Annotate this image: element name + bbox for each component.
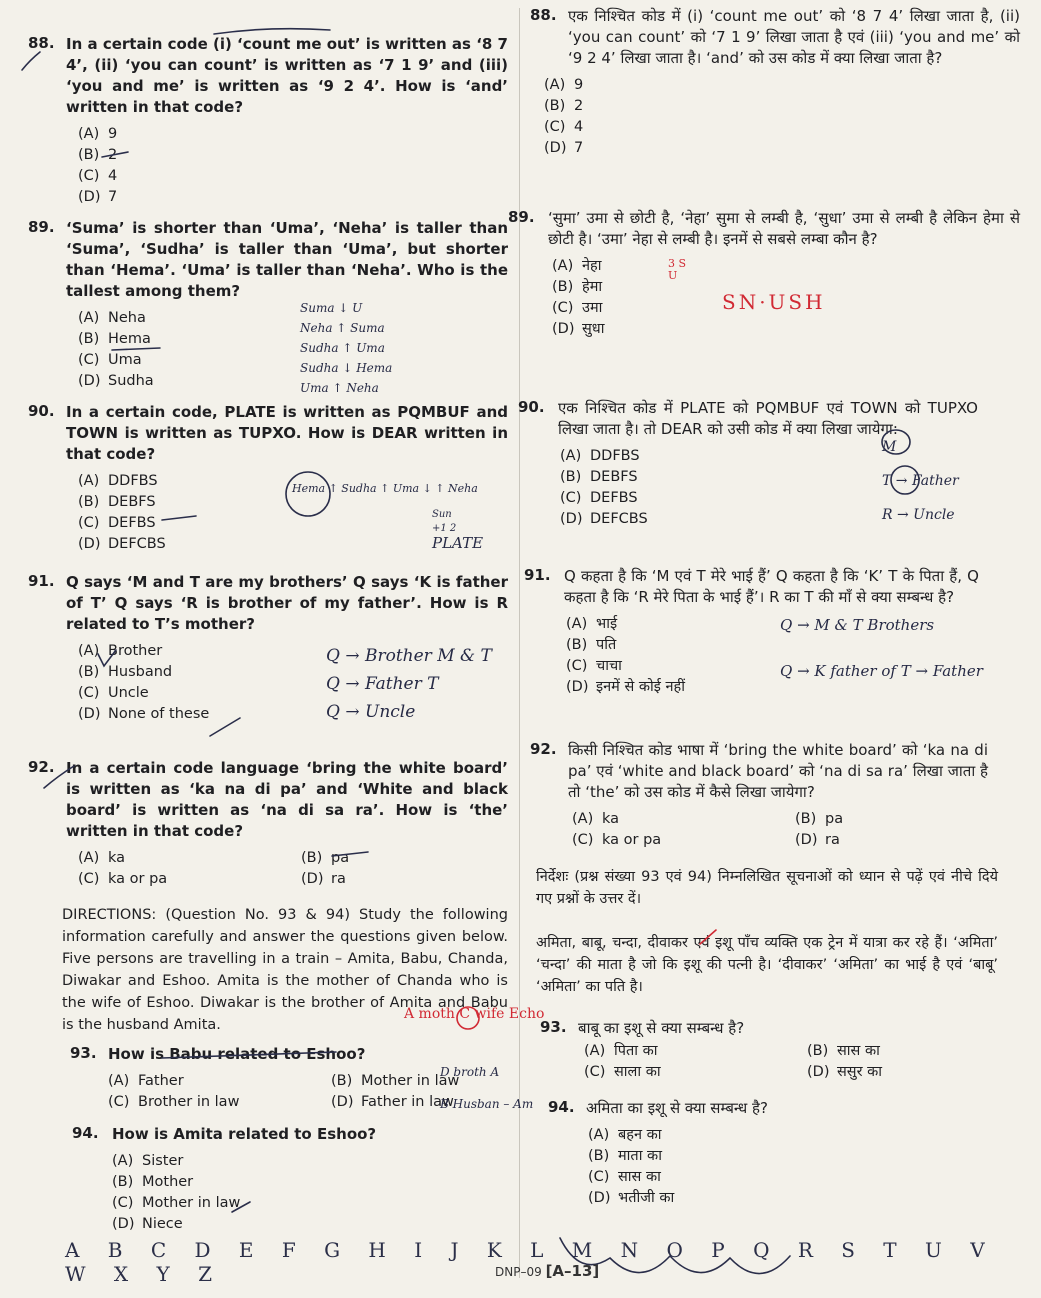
option-c[interactable]: (C) DEFBS [78,515,156,531]
tick-mark-92 [44,766,74,788]
option-b[interactable]: (B) Mother in law [331,1073,460,1089]
question-text: Q कहता है कि ‘M एवं T मेरे भाई हैं’ Q कहता है कि ‘K’ T के पिता हैं, Q कहता है कि ‘R मेरे पिता के भाई हैं’। R का T की माँ से क्या सम्बन्ध है? [564,567,979,606]
question-89-en: 89. ‘Suma’ is shorter than ‘Uma’, ‘Neha’ is taller than ‘Suma’, ‘Sudha’ is taller than ‘Uma’, but shorter than ‘Hema’. ‘Uma’ is taller than ‘Neha’. Who is the tallest among them? (A) Neha (B) Hema (C) Uma (D) Sudha [28,218,508,392]
strike-b-92-en [332,852,368,856]
question-text: ‘सुमा’ उमा से छोटी है, ‘नेहा’ सुमा से लम्बी है, ‘सुधा’ उमा से लम्बी है लेकिन हेमा से छोटी है। ‘उमा’ नेहा से लम्बी है। इनमें से सबसे लम्बा कौन है? [548,209,1020,248]
option-a[interactable]: (A) ka [78,850,126,866]
option-c[interactable]: (C) उमा [552,300,603,316]
option-d[interactable]: (D) DEFCBS [560,511,648,527]
option-a[interactable]: (A) DDFBS [78,473,158,489]
option-d[interactable]: (D) सुधा [552,321,605,337]
question-text: In a certain code (i) ‘count me out’ is written as ‘8 7 4’, (ii) ‘you can count’ is written as ‘7 1 9’ and (iii) ‘you and me’ is written as ‘9 2 4’. How is ‘and’ written in that code? [66,35,508,116]
underline-count-me-out [214,29,330,34]
option-a[interactable]: (A) Sister [112,1153,184,1169]
option-a[interactable]: (A) नेहा [552,258,602,274]
option-a[interactable]: (A) Brother [78,643,163,659]
option-b[interactable]: (B) pa [795,811,844,827]
option-a[interactable]: (A) Neha [78,310,146,326]
tick-mark-88 [22,52,40,70]
option-a[interactable]: (A) DDFBS [560,448,640,464]
q91-hindi-handwritten-notes: Q → M & T Brothers Q → K father of T → Father [780,616,983,680]
question-text: ‘Suma’ is shorter than ‘Uma’, ‘Neha’ is taller than ‘Suma’, ‘Sudha’ is taller than ‘Uma’, but shorter than ‘Hema’. ‘Uma’ is taller than ‘Neha’. Who is the tallest among them? [66,219,508,300]
q89-handwritten-notes: Suma ↓ U Neha ↑ Suma Sudha ↑ Uma Sudha ↓ Hema Uma ↑ Neha [300,301,393,395]
directions-body-hi: अमिता, बाबू, चन्दा, दीवाकर एवं इशू पाँच व्यक्ति एक ट्रेन में यात्रा कर रहे हैं। ‘अमिता’ ‘चन्दा’ की माता है जो कि इशू की पत्नी है। ‘दीवाकर’ ‘अमिता’ का भाई है एवं ‘बाबू’ ‘अमिता’ का पति है। [536,935,998,995]
question-text: एक निश्चित कोड में (i) ‘count me out’ को ‘8 7 4’ लिखा जाता है, (ii) ‘you can count’ को ‘7 1 9’ लिखा जाता है एवं (iii) ‘you and me’ को ‘9 2 4’ लिखा जाता है। ‘and’ को उस कोड में क्या लिखा जाता है? [568,7,1020,67]
question-88-hi: 88. एक निश्चित कोड में (i) ‘count me out’ को ‘8 7 4’ लिखा जाता है, (ii) ‘you can count’ को ‘7 1 9’ लिखा जाता है एवं (iii) ‘you and me’ को ‘9 2 4’ लिखा जाता है। ‘and’ को उस कोड में क्या लिखा जाता है? (A) 9 (B) 2 (C) 4 (D) 7 [530,6,1020,159]
question-text: Q says ‘M and T are my brothers’ Q says ‘K is father of T’ Q says ‘R is brother of my father’. How is R related to T’s mother? [66,573,508,633]
option-c[interactable]: (C) Uma [78,352,142,368]
option-b[interactable]: (B) पति [566,637,617,653]
option-d[interactable]: (D) Niece [112,1216,183,1232]
option-b[interactable]: (B) DEBFS [78,494,156,510]
q89-hindi-small-red-note: 3 S U [668,257,687,282]
handwritten-alphabet: A B C D E F G H I J K L M N O P Q R S T U V W X Y Z [65,1238,996,1286]
question-92-hi: 92. किसी निश्चित कोड भाषा में ‘bring the white board’ को ‘ka na di pa’ एवं ‘white and black board’ को ‘na di sa ra’ लिखा जाता है तो ‘the’ को उस कोड में कैसे लिखा जायेगा? (A) ka (B) pa (C) ka or pa (D) ra [530,740,1020,851]
option-b[interactable]: (B) माता का [588,1148,662,1164]
question-text: बाबू का इशू से क्या सम्बन्ध है? [578,1019,745,1037]
q90-circle [286,472,330,516]
page-footer [495,1262,599,1280]
option-d[interactable]: (D) None of these [78,706,210,722]
option-c[interactable]: (C) DEFBS [560,490,638,506]
booklet-code: DNP–09 [495,1265,542,1279]
strike-b-89-en [112,348,160,350]
question-90-hi: 90. एक निश्चित कोड में PLATE को PQMBUF एवं TOWN को TUPXO लिखा जाता है। तो DEAR को उसी कोड में क्या लिखा जायेगा: (A) DDFBS (B) DEBFS (C) DEFBS (D) DEFCBS [530,398,1020,530]
option-d[interactable]: (D) भतीजी का [588,1190,675,1206]
option-a[interactable]: (A) 9 [544,77,584,93]
q91-handwritten-notes: Q → Brother M & T Q → Father T Q → Uncle [326,646,492,722]
question-text: How is Amita related to Eshoo? [112,1125,377,1143]
option-a[interactable]: (A) भाई [566,616,618,632]
page-number: [A–13] [545,1262,600,1280]
option-b[interactable]: (B) pa [301,850,350,866]
strike-b-90-en [162,516,196,520]
option-c[interactable]: (C) ka or pa [572,832,662,848]
question-94-en: 94. How is Amita related to Eshoo? (A) Sister (B) Mother (C) Mother in law (D) Niece [28,1124,508,1235]
option-d[interactable]: (D) DEFCBS [78,536,166,552]
option-c[interactable]: (C) 4 [78,168,118,184]
option-d[interactable]: (D) 7 [78,189,118,205]
option-d[interactable]: (D) Father in law [331,1094,454,1110]
question-93-en: 93. How is Babu related to Eshoo? (A) Father (B) Mother in law (C) Brother in law (D) Father in law [28,1044,508,1113]
option-c[interactable]: (C) Brother in law [108,1094,240,1110]
tick-mark-91-a [98,650,116,666]
option-c[interactable]: (C) Uncle [78,685,149,701]
option-d[interactable]: (D) ra [301,871,346,887]
q90-hindi-handwritten-notes: M T → Father R → Uncle [882,439,959,523]
option-d[interactable]: (D) ससुर का [807,1064,883,1080]
question-92-en: 92. In a certain code language ‘bring the white board’ is written as ‘ka na di pa’ and ‘White and black board’ is written as ‘na di sa ra’. How is ‘the’ written in that code? (A) ka (B) pa (C) ka or pa (D) ra [28,758,508,890]
question-text: किसी निश्चित कोड भाषा में ‘bring the white board’ को ‘ka na di pa’ एवं ‘white and black board’ को ‘na di sa ra’ लिखा जाता है तो ‘the’ को उस कोड में कैसे लिखा जायेगा? [568,741,988,801]
option-d[interactable]: (D) Sudha [78,373,154,389]
option-b[interactable]: (B) सास का [807,1043,880,1059]
question-94-hi: 94. अमिता का इशू से क्या सम्बन्ध है? (A) बहन का (B) माता का (C) सास का (D) भतीजी का [530,1098,1020,1209]
q90-hindi-circle-t [891,466,919,494]
question-90-en: 90. In a certain code, PLATE is written as PQMBUF and TOWN is written as TUPXO. How is DEAR written in that code? (A) DDFBS (B) DEBFS (C) DEFBS (D) DEFCBS [28,402,508,555]
option-b[interactable]: (B) Hema [78,331,151,347]
option-b[interactable]: (B) DEBFS [560,469,638,485]
red-mark-diwakar [700,930,716,944]
q89-hindi-red-note: SN·USH [722,290,826,314]
q90-handwritten-chain: Hema ↑ Sudha ↑ Uma ↓ ↑ Neha [292,482,478,495]
question-91-en: 91. Q says ‘M and T are my brothers’ Q says ‘K is father of T’ Q says ‘R is brother of my father’. How is R related to T’s mother? (A) Brother (B) Husband (C) Uncle (D) None of these [28,572,508,725]
option-c[interactable]: (C) साला का [584,1064,661,1080]
directions-en: DIRECTIONS: (Question No. 93 & 94) Study the following information carefully and answer the questions given below. Five persons are travelling in a train – Amita, Babu, Chanda, Diwakar and Eshoo. Amita is the mother of Chanda who is the wife of Eshoo. Diwakar is the brother of Amita and Babu is the husband Amita. [62,907,508,1033]
q93-handwritten-notes: D broth A B Husban – Am [440,1065,534,1111]
underline-babu-eshoo [162,1052,336,1058]
question-91-hi: 91. Q कहता है कि ‘M एवं T मेरे भाई हैं’ Q कहता है कि ‘K’ T के पिता हैं, Q कहता है कि ‘R मेरे पिता के भाई हैं’। R का T की माँ से क्या सम्बन्ध है? (A) भाई (B) पति (C) चाचा (D) इनमें से कोई नहीं [530,566,1020,698]
option-b[interactable]: (B) हेमा [552,279,603,295]
strike-b-88-en [102,152,128,157]
option-a[interactable]: (A) Father [108,1073,184,1089]
option-c[interactable]: (C) ka or pa [78,871,168,887]
option-a[interactable]: (A) पिता का [584,1043,658,1059]
option-d[interactable]: (D) ra [795,832,840,848]
question-text: In a certain code language ‘bring the white board’ is written as ‘ka na di pa’ and ‘White and black board’ is written as ‘na di sa ra’. How is ‘the’ written in that code? [66,759,508,840]
option-b[interactable]: (B) Mother [112,1174,194,1190]
question-93-hi: 93. बाबू का इशू से क्या सम्बन्ध है? (A) पिता का (B) सास का (C) साला का (D) ससुर का [530,1018,1020,1083]
strike-d-94-en [232,1202,250,1212]
question-text: In a certain code, PLATE is written as PQMBUF and TOWN is written as TUPXO. How is DEAR written in that code? [66,403,508,463]
question-text: How is Babu related to Eshoo? [108,1045,366,1063]
option-d[interactable]: (D) 7 [544,140,584,156]
option-c[interactable]: (C) 4 [544,119,584,135]
option-c[interactable]: (C) सास का [588,1169,661,1185]
q93-red-circle [457,1007,479,1029]
directions-head-hi: निर्देशः (प्रश्न संख्या 93 एवं 94) निम्नलिखित सूचनाओं को ध्यान से पढ़ें एवं नीचे दिये गए प्रश्नों के उत्तर दें। [536,869,998,907]
question-text: अमिता का इशू से क्या सम्बन्ध है? [586,1099,768,1117]
option-d[interactable]: (D) इनमें से कोई नहीं [566,679,685,695]
question-89-hi: 89. ‘सुमा’ उमा से छोटी है, ‘नेहा’ सुमा से लम्बी है, ‘सुधा’ उमा से लम्बी है लेकिन हेमा से छोटी है। ‘उमा’ नेहा से लम्बी है। इनमें से सबसे लम्बा कौन है? (A) नेहा (B) हेमा (C) उमा (D) सुधा [530,208,1020,340]
option-b[interactable]: (B) Husband [78,664,173,680]
q90-hindi-circle-m [882,430,910,454]
question-text: एक निश्चित कोड में PLATE को PQMBUF एवं TOWN को TUPXO लिखा जाता है। तो DEAR को उसी कोड में क्या लिखा जायेगा: [558,399,978,438]
option-c[interactable]: (C) Mother in law [112,1195,241,1211]
option-a[interactable]: (A) 9 [78,126,118,142]
option-b[interactable]: (B) 2 [544,98,584,114]
question-88-en: 88. In a certain code (i) ‘count me out’ is written as ‘8 7 4’, (ii) ‘you can count’ is written as ‘7 1 9’ and (iii) ‘you and me’ is written as ‘9 2 4’. How is ‘and’ written in that code? (A) 9 (B) 2 (C) 4 (D) 7 [28,34,508,208]
option-b[interactable]: (B) 2 [78,147,118,163]
q93-red-note: A moth C wife Echo [404,1006,545,1022]
q90-handwritten-plate: Sun +1 2 PLATE [432,509,484,552]
option-c[interactable]: (C) चाचा [566,658,622,674]
strike-d-91-en [210,718,240,736]
option-a[interactable]: (A) बहन का [588,1127,662,1143]
option-a[interactable]: (A) ka [572,811,620,827]
